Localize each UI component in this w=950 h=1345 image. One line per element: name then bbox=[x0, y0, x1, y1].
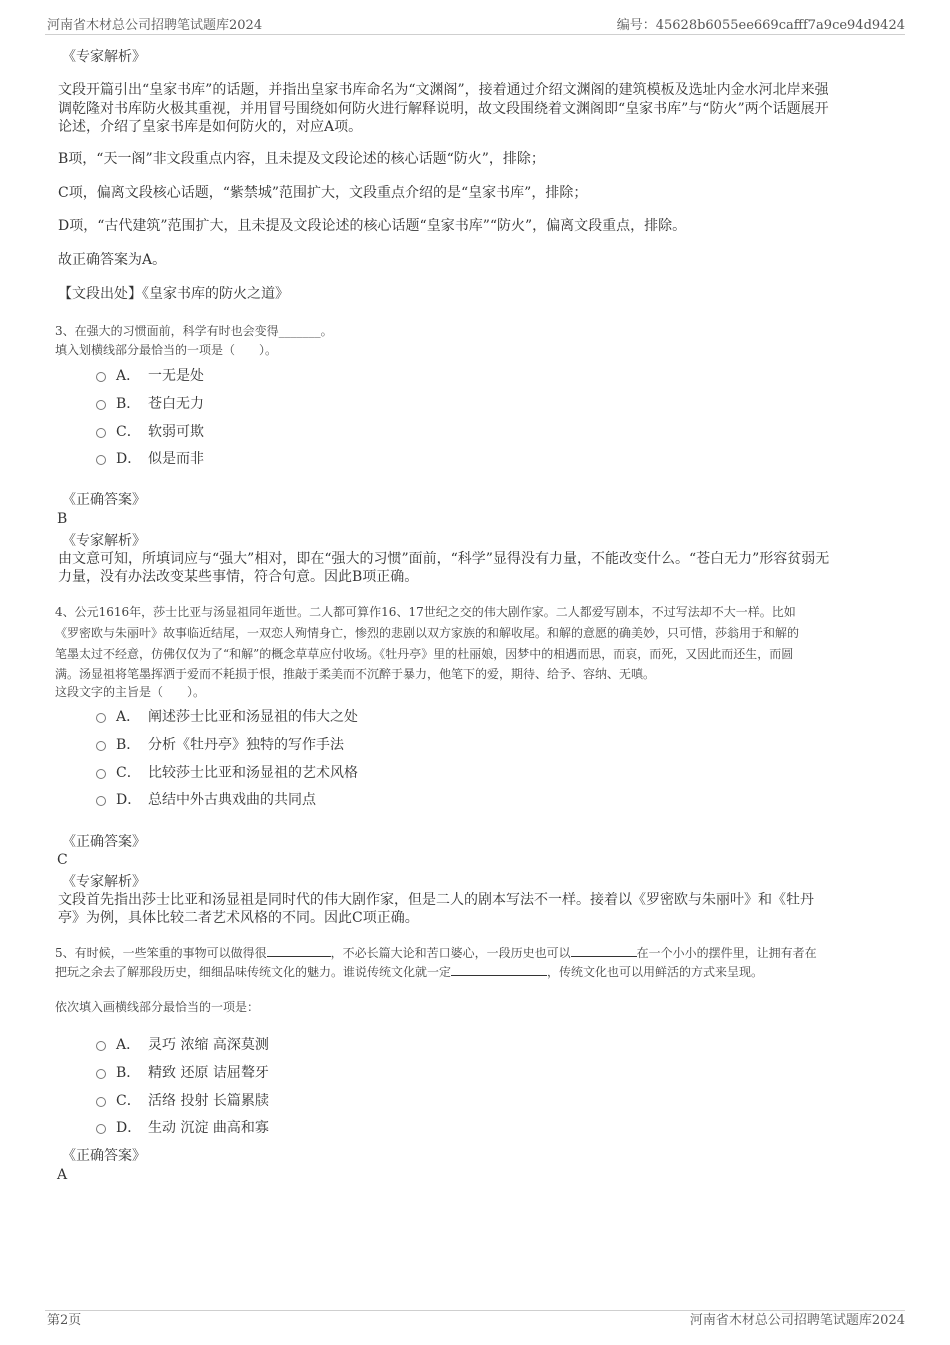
q4-stem-line: 4、公元1616年，莎士比亚与汤显祖同年逝世。二人都可算作16、17世纪之交的伟大剧作家。二人都爱写剧本，不过写法却不大一样。比如 bbox=[55, 605, 796, 619]
radio-icon[interactable] bbox=[96, 713, 106, 723]
q3-stem: 3、在强大的习惯面前，科学有时也会变得_______。 bbox=[55, 324, 333, 338]
radio-icon[interactable] bbox=[96, 372, 106, 382]
q3-answer-heading: 《正确答案》 bbox=[62, 492, 146, 508]
document-code-label: 编号： bbox=[616, 18, 656, 33]
radio-icon[interactable] bbox=[96, 455, 106, 465]
q3-prompt: 填入划横线部分最恰当的一项是（ ）。 bbox=[55, 343, 278, 357]
q5-prompt: 依次填入画横线部分最恰当的一项是： bbox=[55, 1000, 260, 1014]
q3-option-b[interactable]: B． 苍白无力 bbox=[96, 393, 204, 413]
q5-option-b[interactable]: B． 精致 还原 诘屈聱牙 bbox=[96, 1062, 269, 1082]
header-title: 河南省木材总公司招聘笔试题库2024 bbox=[47, 18, 263, 33]
q3-analysis-line: 由文意可知，所填词应与“强大”相对，即在“强大的习惯”面前，“科学”显得没有力量，不能改变什么。“苍白无力”形容贫弱无 bbox=[58, 551, 830, 567]
radio-icon[interactable] bbox=[96, 400, 106, 410]
q2-analysis-line: 论述，介绍了皇家书库是如何防火的，对应A项。 bbox=[58, 119, 363, 135]
q5-stem-line: 5、有时候，一些笨重的事物可以做得很 ，不必长篇大论和苦口婆心，一段历史也可以 在一个小小的摆件里，让拥有者在 bbox=[55, 946, 817, 960]
radio-icon[interactable] bbox=[96, 1097, 106, 1107]
q4-option-d[interactable]: D． 总结中外古典戏曲的共同点 bbox=[96, 789, 316, 809]
q3-option-a[interactable]: A． 一无是处 bbox=[96, 365, 204, 385]
q2-source: 【文段出处】《皇家书库的防火之道》 bbox=[58, 286, 289, 302]
q2-analysis-option-d: D项，“古代建筑”范围扩大，且未提及文段论述的核心话题“皇家书库”“防火”，偏离文段重点，排除。 bbox=[58, 218, 687, 234]
blank-1 bbox=[267, 944, 331, 957]
q5-answer-heading: 《正确答案》 bbox=[62, 1148, 146, 1164]
q5-answer: A bbox=[57, 1167, 68, 1183]
q4-answer-heading: 《正确答案》 bbox=[62, 834, 146, 850]
document-code bbox=[617, 14, 905, 33]
footer-title: 河南省木材总公司招聘笔试题库2024 bbox=[689, 1313, 905, 1328]
blank-2 bbox=[571, 944, 637, 957]
header-divider bbox=[45, 34, 905, 35]
q3-option-c[interactable]: C． 软弱可欺 bbox=[96, 421, 204, 441]
page-number: 第2页 bbox=[47, 1313, 82, 1328]
q4-prompt: 这段文字的主旨是（ ）。 bbox=[55, 685, 206, 699]
q3-analysis-line: 力量，没有办法改变某些事情，符合句意。因此B项正确。 bbox=[58, 569, 419, 585]
q4-stem-line: 满。汤显祖将笔墨挥洒于爱而不耗损于恨，推敲于柔美而不沉醉于暴力，他笔下的爱，期待、给予、容纳、无嗔。 bbox=[55, 667, 656, 681]
q3-option-d[interactable]: D． 似是而非 bbox=[96, 448, 204, 468]
q4-stem-line: 《罗密欧与朱丽叶》故事临近结尾，一双恋人殉情身亡，惨烈的悲剧以双方家族的和解收尾。和解的意愿的确美妙，只可惜，莎翁用于和解的 bbox=[55, 626, 800, 640]
q5-option-c[interactable]: C． 活络 投射 长篇累牍 bbox=[96, 1090, 269, 1110]
q3-answer: B bbox=[57, 511, 68, 527]
blank-3 bbox=[451, 963, 547, 976]
q4-option-b[interactable]: B． 分析《牡丹亭》独特的写作手法 bbox=[96, 734, 344, 754]
radio-icon[interactable] bbox=[96, 796, 106, 806]
q2-conclusion: 故正确答案为A。 bbox=[58, 252, 167, 268]
q2-analysis-line: 调乾隆对书库防火极其重视，并用冒号围绕如何防火进行解释说明，故文段围绕着文渊阁即“皇家书库”与“防火”两个话题展开 bbox=[58, 101, 829, 117]
radio-icon[interactable] bbox=[96, 1041, 106, 1051]
q2-analysis-heading: 《专家解析》 bbox=[62, 49, 146, 65]
radio-icon[interactable] bbox=[96, 428, 106, 438]
q2-analysis-option-c: C项，偏离文段核心话题，“紫禁城”范围扩大，文段重点介绍的是“皇家书库”，排除； bbox=[58, 185, 588, 201]
q4-analysis-heading: 《专家解析》 bbox=[62, 874, 146, 890]
radio-icon[interactable] bbox=[96, 741, 106, 751]
q3-analysis-heading: 《专家解析》 bbox=[62, 533, 146, 549]
q4-option-a[interactable]: A． 阐述莎士比亚和汤显祖的伟大之处 bbox=[96, 706, 358, 726]
radio-icon[interactable] bbox=[96, 1124, 106, 1134]
q5-option-d[interactable]: D． 生动 沉淀 曲高和寡 bbox=[96, 1117, 269, 1137]
q2-analysis-line: 文段开篇引出“皇家书库”的话题，并指出皇家书库命名为“文渊阁”，接着通过介绍文渊阁的建筑模板及选址内金水河北岸来强 bbox=[58, 82, 829, 98]
radio-icon[interactable] bbox=[96, 769, 106, 779]
radio-icon[interactable] bbox=[96, 1069, 106, 1079]
q2-analysis-option-b: B项，“天一阁”非文段重点内容，且未提及文段论述的核心话题“防火”，排除； bbox=[58, 151, 545, 167]
q5-option-a[interactable]: A． 灵巧 浓缩 高深莫测 bbox=[96, 1034, 269, 1054]
q4-stem-line: 笔墨太过不经意，仿佛仅仅为了“和解”的概念草草应付收场。《牡丹亭》里的杜丽娘，因梦中的相遇而思，而哀，而死，又因此而还生，而圆 bbox=[55, 647, 794, 661]
document-code-value: 45628b6055ee669cafff7a9ce94d9424 bbox=[655, 18, 905, 33]
q4-analysis-line: 亭》为例，具体比较二者艺术风格的不同。因此C项正确。 bbox=[58, 910, 419, 926]
q4-analysis-line: 文段首先指出莎士比亚和汤显祖是同时代的伟大剧作家，但是二人的剧本写法不一样。接着以《罗密欧与朱丽叶》和《牡丹 bbox=[58, 892, 814, 908]
q5-stem-line: 把玩之余去了解那段历史，细细品味传统文化的魅力。谁说传统文化就一定 ，传统文化也可以用鲜活的方式来呈现。 bbox=[55, 965, 764, 979]
q4-option-c[interactable]: C． 比较莎士比亚和汤显祖的艺术风格 bbox=[96, 762, 358, 782]
q4-answer: C bbox=[57, 852, 68, 868]
